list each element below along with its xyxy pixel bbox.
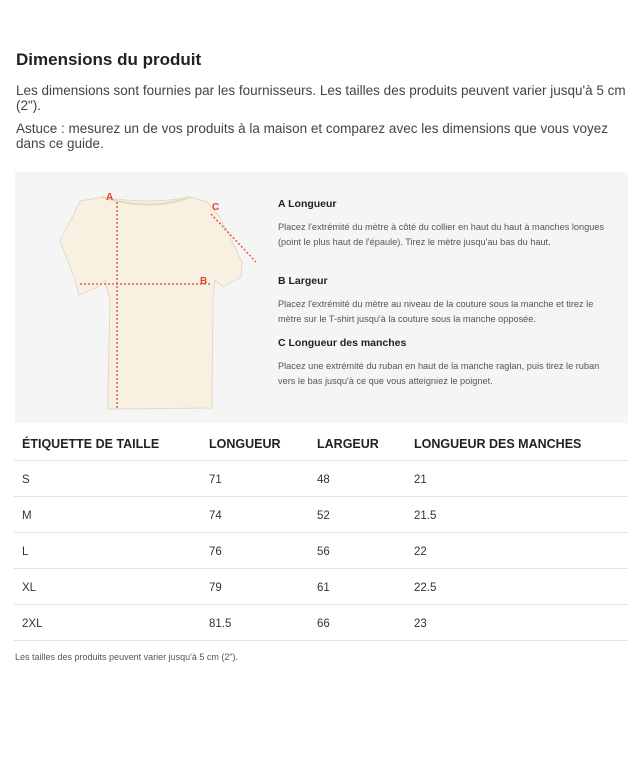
tshirt-diagram — [15, 172, 278, 423]
cell-length: 71 — [201, 461, 309, 497]
cell-width: 56 — [309, 533, 406, 569]
measurement-title: C Longueur des manches — [278, 337, 407, 349]
cell-width: 52 — [309, 497, 406, 533]
cell-width: 61 — [309, 569, 406, 605]
cell-size: S — [14, 461, 201, 497]
measurement-text: Placez une extrémité du ruban en haut de la manche raglan, puis tirez le ruban vers le bas jusqu'à ce que vous atteigniez le poignet. — [278, 361, 600, 386]
table-row — [14, 605, 628, 641]
table-row — [14, 497, 628, 533]
table-row — [14, 461, 628, 497]
tshirt-shape — [60, 197, 242, 409]
cell-sleeve: 22.5 — [406, 569, 628, 605]
measurement-text: Placez l'extrémité du mètre à côté du collier en haut du haut à manches longues (point le plus haut de l'épaule). Tirez le mètre jusqu'au bas du haut. — [278, 222, 605, 247]
cell-length: 76 — [201, 533, 309, 569]
table-row — [14, 533, 628, 569]
intro-text: Les dimensions sont fournies par les fournisseurs. Les tailles des produits peuvent varier jusqu'à 5 cm (2"). — [16, 83, 626, 113]
measurement-text: Placez l'extrémité du mètre au niveau de la couture sous la manche et tirez le mètre sur le T-shirt jusqu'à la couture sous la manche opposée. — [278, 299, 594, 324]
cell-sleeve: 23 — [406, 605, 628, 641]
measurement-c — [278, 337, 608, 389]
table-row — [14, 569, 628, 605]
table-header-row — [14, 428, 628, 461]
column-header-sleeve: LONGUEUR DES MANCHES — [406, 428, 628, 461]
page-title: Dimensions du produit — [16, 50, 202, 69]
cell-length: 81.5 — [201, 605, 309, 641]
cell-size: XL — [14, 569, 201, 605]
marker-c-label: C — [212, 202, 220, 213]
cell-length: 79 — [201, 569, 309, 605]
marker-b-label: B — [200, 276, 208, 287]
measurement-guide — [15, 172, 628, 423]
tip-text: Astuce : mesurez un de vos produits à la maison et comparez avec les dimensions que vous voyez dans ce guide. — [16, 121, 609, 151]
marker-a-label: A — [106, 192, 114, 203]
measurement-title: B Largeur — [278, 275, 328, 287]
cell-width: 66 — [309, 605, 406, 641]
measurement-title: A Longueur — [278, 198, 337, 210]
column-header-size: ÉTIQUETTE DE TAILLE — [14, 428, 201, 461]
measurement-a — [278, 198, 608, 250]
cell-size: L — [14, 533, 201, 569]
cell-size: 2XL — [14, 605, 201, 641]
measurement-b — [278, 275, 608, 327]
footnote: Les tailles des produits peuvent varier jusqu'à 5 cm (2"). — [15, 652, 239, 662]
cell-sleeve: 21 — [406, 461, 628, 497]
column-header-width: LARGEUR — [309, 428, 406, 461]
cell-sleeve: 22 — [406, 533, 628, 569]
size-table — [14, 428, 628, 641]
cell-width: 48 — [309, 461, 406, 497]
cell-sleeve: 21.5 — [406, 497, 628, 533]
column-header-length: LONGUEUR — [201, 428, 309, 461]
cell-length: 74 — [201, 497, 309, 533]
cell-size: M — [14, 497, 201, 533]
